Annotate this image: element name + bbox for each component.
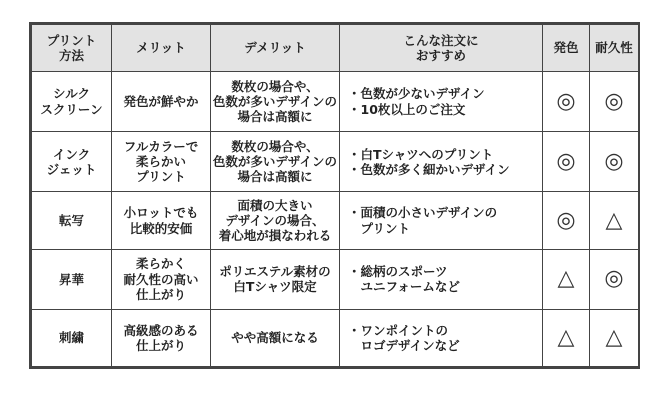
cell-merit: 小ロットでも 比較的安価 xyxy=(112,192,211,249)
header-color: 発色 xyxy=(543,25,590,72)
header-row xyxy=(32,25,639,72)
cell-method: シルク スクリーン xyxy=(32,72,112,132)
cell-durability-rating: ◎ xyxy=(590,249,639,309)
cell-recommended-order: ・総柄のスポーツ ユニフォームなど xyxy=(340,249,543,309)
cell-durability-rating: ◎ xyxy=(590,72,639,132)
cell-demerit: 面積の大きい デザインの場合、 着心地が損なわれる xyxy=(211,192,340,249)
header-merit: メリット xyxy=(112,25,211,72)
cell-demerit: ポリエステル素材の 白Tシャツ限定 xyxy=(211,249,340,309)
cell-merit: 高級感のある 仕上がり xyxy=(112,309,211,366)
header-recommended-order: こんな注文に おすすめ xyxy=(340,25,543,72)
cell-color-rating: △ xyxy=(543,249,590,309)
cell-recommended-order: ・白Tシャツへのプリント ・色数が多く細かいデザイン xyxy=(340,132,543,192)
cell-merit: フルカラーで 柔らかい プリント xyxy=(112,132,211,192)
header-method: プリント 方法 xyxy=(32,25,112,72)
cell-method: 昇華 xyxy=(32,249,112,309)
cell-demerit: やや高額になる xyxy=(211,309,340,366)
table-row-transfer xyxy=(32,192,639,249)
table-row-silkscreen xyxy=(32,72,639,132)
cell-color-rating: ◎ xyxy=(543,132,590,192)
cell-color-rating: ◎ xyxy=(543,192,590,249)
cell-merit: 柔らかく 耐久性の高い 仕上がり xyxy=(112,249,211,309)
cell-durability-rating: ◎ xyxy=(590,132,639,192)
comparison-table xyxy=(31,24,639,367)
table-row-embroidery xyxy=(32,309,639,366)
cell-recommended-order: ・色数が少ないデザイン ・10枚以上のご注文 xyxy=(340,72,543,132)
cell-method: インク ジェット xyxy=(32,132,112,192)
cell-durability-rating: △ xyxy=(590,309,639,366)
cell-demerit: 数枚の場合や、 色数が多いデザインの 場合は高額に xyxy=(211,132,340,192)
cell-demerit: 数枚の場合や、 色数が多いデザインの 場合は高額に xyxy=(211,72,340,132)
cell-recommended-order: ・ワンポイントの ロゴデザインなど xyxy=(340,309,543,366)
cell-method: 刺繍 xyxy=(32,309,112,366)
table-row-sublimation xyxy=(32,249,639,309)
cell-durability-rating: △ xyxy=(590,192,639,249)
cell-method: 転写 xyxy=(32,192,112,249)
print-method-comparison-table xyxy=(29,22,640,369)
header-durability: 耐久性 xyxy=(590,25,639,72)
cell-recommended-order: ・面積の小さいデザインの プリント xyxy=(340,192,543,249)
table-row-inkjet xyxy=(32,132,639,192)
header-demerit: デメリット xyxy=(211,25,340,72)
cell-color-rating: △ xyxy=(543,309,590,366)
cell-color-rating: ◎ xyxy=(543,72,590,132)
cell-merit: 発色が鮮やか xyxy=(112,72,211,132)
